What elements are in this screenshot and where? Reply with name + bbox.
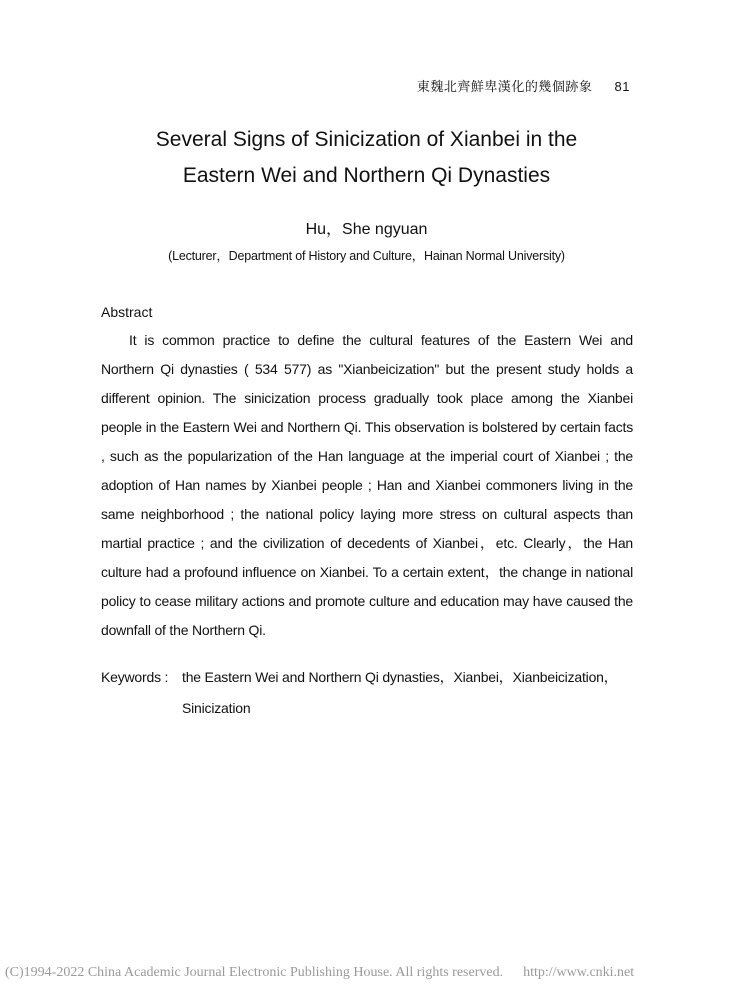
copyright-text: (C)1994-2022 China Academic Journal Electronic Publishing House. All rights reserved. bbox=[5, 965, 504, 980]
copyright-footer bbox=[5, 965, 634, 981]
keywords-line-1: the Eastern Wei and Northern Qi dynasties，Xianbei，Xianbeicization， bbox=[182, 669, 618, 685]
author-affiliation: (Lecturer，Department of History and Culture，Hainan Normal University) bbox=[168, 249, 565, 263]
running-title: 東魏北齊鮮卑漢化的幾個跡象 bbox=[416, 79, 593, 94]
keywords bbox=[101, 662, 641, 724]
running-head bbox=[417, 76, 630, 95]
footer-url[interactable]: http://www.cnki.net bbox=[523, 965, 635, 980]
title-line-1: Several Signs of Sinicization of Xianbei in the bbox=[155, 128, 578, 151]
abstract-heading: Abstract bbox=[101, 304, 153, 320]
keywords-label: Keywords : bbox=[101, 669, 169, 685]
author-name: Hu，She ngyuan bbox=[305, 221, 428, 238]
abstract-body: It is common practice to define the cultural features of the Eastern Wei and Northern Qi dynasties ( 534 577) as "Xianbeicization" but the present study holds a different opinion. The sinicization process gradually took place among the Xianbei people in the Eastern Wei and Northern Qi. This observation is bolstered by certain facts , such as the popularization of the Han language at the imperial court of Xianbei ; the adoption of Han names by Xianbei people ; Han and Xianbei commoners living in the same neighborhood ; the national policy laying more stress on cultural aspects than martial practice ; and the civilization of decedents of Xianbei，etc. Clearly，the Han culture had a profound influence on Xianbei. To a certain extent，the change in national policy to cease military actions and promote culture and education may have caused the downfall of the Northern Qi. bbox=[101, 332, 633, 638]
title-line-2: Eastern Wei and Northern Qi Dynasties bbox=[182, 164, 551, 187]
article-title bbox=[0, 122, 733, 194]
keywords-line-2: Sinicization bbox=[182, 700, 251, 716]
page-number: 81 bbox=[614, 79, 630, 94]
